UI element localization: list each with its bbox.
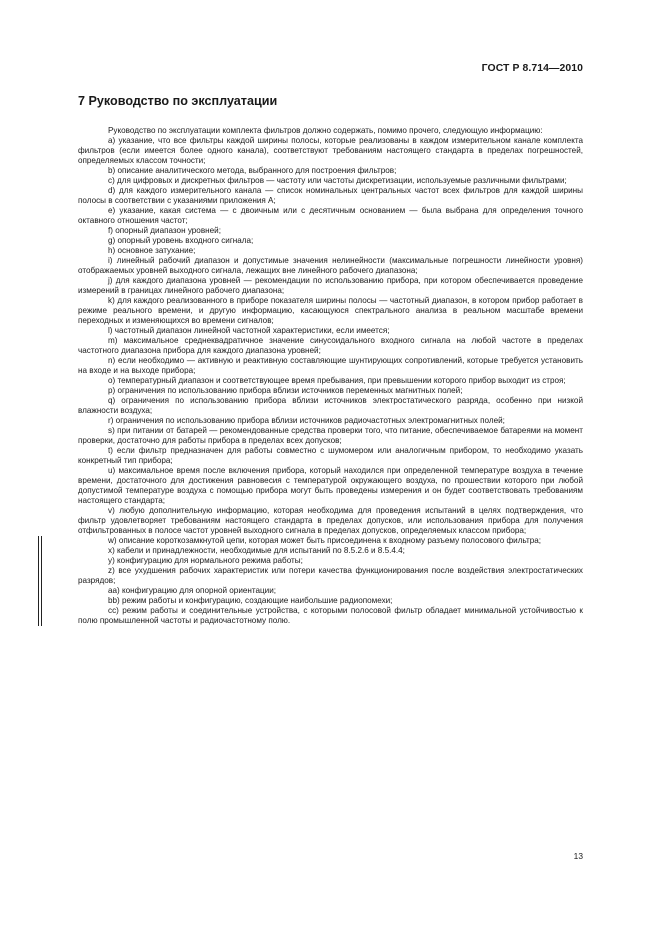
paragraph: aa) конфигурацию для опорной ориентации; <box>78 586 583 596</box>
paragraph: v) любую дополнительную информацию, которая необходима для проведения испытаний в целях подтверждения, что фильтр удовлетворяет требованиям настоящего стандарта в пределах допусков, или использования прибора для получения отфильтрованных в полосе частот уровней выходного сигнала в пределах допусков, определяемых классом прибора; <box>78 506 583 535</box>
paragraph: q) ограничения по использованию прибора вблизи источников электростатического разряда, особенно при низкой влажности воздуха; <box>78 396 583 415</box>
paragraph: bb) режим работы и конфигурацию, создающие наибольшие радиопомехи; <box>78 596 583 606</box>
paragraph: a) указание, что все фильтры каждой ширины полосы, которые реализованы в каждом измерительном канале комплекта фильтров (если имеется более одного канала), соответствуют требованиям настоящего стандарта в пределах погрешностей, определяемых классом точности; <box>78 136 583 165</box>
paragraph: m) максимальное среднеквадратичное значение синусоидального входного сигнала на любой частоте в пределах частотного диапазона прибора для каждого диапазона уровней; <box>78 336 583 355</box>
section-title: 7 Руководство по эксплуатации <box>78 94 278 108</box>
paragraph: l) частотный диапазон линейной частотной характеристики, если имеется; <box>108 326 390 335</box>
document-body <box>78 126 583 626</box>
paragraph: n) если необходимо — активную и реактивную составляющие шунтирующих сопротивлений, которые требуется установить на входе и на выходе прибора; <box>78 356 583 375</box>
document-header: ГОСТ Р 8.714—2010 <box>481 63 583 74</box>
paragraph: f) опорный диапазон уровней; <box>108 226 221 235</box>
paragraph: t) если фильтр предназначен для работы совместно с шумомером или аналогичным прибором, то необходимо указать конкретный тип прибора; <box>78 446 583 465</box>
paragraph: Руководство по эксплуатации комплекта фильтров должно содержать, помимо прочего, следующую информацию: <box>108 126 543 135</box>
paragraph: p) ограничения по использованию прибора вблизи источников переменных магнитных полей; <box>108 386 463 395</box>
paragraph: b) описание аналитического метода, выбранного для построения фильтров; <box>108 166 397 175</box>
paragraph: g) опорный уровень входного сигнала; <box>108 236 254 245</box>
paragraph: w) описание короткозамкнутой цепи, которая может быть присоединена к входному разъему полосового фильтра; <box>78 536 583 546</box>
paragraph: k) для каждого реализованного в приборе показателя ширины полосы — частотный диапазон, в котором прибор работает в режиме реального времени, и другую информацию, касающуюся спектрального анализа в реальном масштабе времени переходных и изменяющихся во времени сигналов; <box>78 296 583 325</box>
paragraph: c) для цифровых и дискретных фильтров — частоту или частоты дискретизации, используемые различными фильтрами; <box>108 176 567 185</box>
paragraph: d) для каждого измерительного канала — список номинальных центральных частот всех фильтров для каждой ширины полосы в соответствии с указаниями приложения А; <box>78 186 583 205</box>
paragraph: u) максимальное время после включения прибора, который находился при определенной температуре воздуха в течение времени, достаточного для достижения равновесия с температурой окружающего воздуха, по прошествии которого при любой допустимой температуре воздуха с помощью прибора могут быть проведены измерения и он будет соответствовать требованиям настоящего стандарта; <box>78 466 583 505</box>
paragraph: i) линейный рабочий диапазон и допустимые значения нелинейности (максимальные погрешности линейности уровня) отображаемых уровней выходного сигнала, лежащих вне линейного рабочего диапазона; <box>78 256 583 275</box>
paragraph: s) при питании от батарей — рекомендованные средства проверки того, что питание, обеспечиваемое батареями на момент проверки, достаточно для работы прибора в пределах всех допусков; <box>78 426 583 445</box>
paragraph: o) температурный диапазон и соответствующее время пребывания, при превышении которого прибор выходит из строя; <box>108 376 566 385</box>
paragraph: x) кабели и принадлежности, необходимые для испытаний по 8.5.2.6 и 8.5.4.4; <box>78 546 583 556</box>
paragraph: cc) режим работы и соединительные устройства, с которыми полосовой фильтр обладает минимальной устойчивостью к полю промышленной частоты и радиочастотному полю. <box>78 606 583 625</box>
paragraph: e) указание, какая система — с двоичным или с десятичным основанием — была выбрана для определения точного октавного отношения частот; <box>78 206 583 225</box>
page-number: 13 <box>573 851 583 861</box>
paragraph: y) конфигурацию для нормального режима работы; <box>78 556 583 566</box>
paragraph: h) основное затухание; <box>108 246 196 255</box>
paragraph: j) для каждого диапазона уровней — рекомендации по использованию прибора, при котором обеспечивается проведение измерений в границах линейного рабочего диапазона; <box>78 276 583 295</box>
paragraph: r) ограничения по использованию прибора вблизи источников радиочастотных электромагнитных полей; <box>108 416 505 425</box>
paragraph: z) все ухудшения рабочих характеристик или потери качества функционирования после воздействия электростатических разрядов; <box>78 566 583 585</box>
